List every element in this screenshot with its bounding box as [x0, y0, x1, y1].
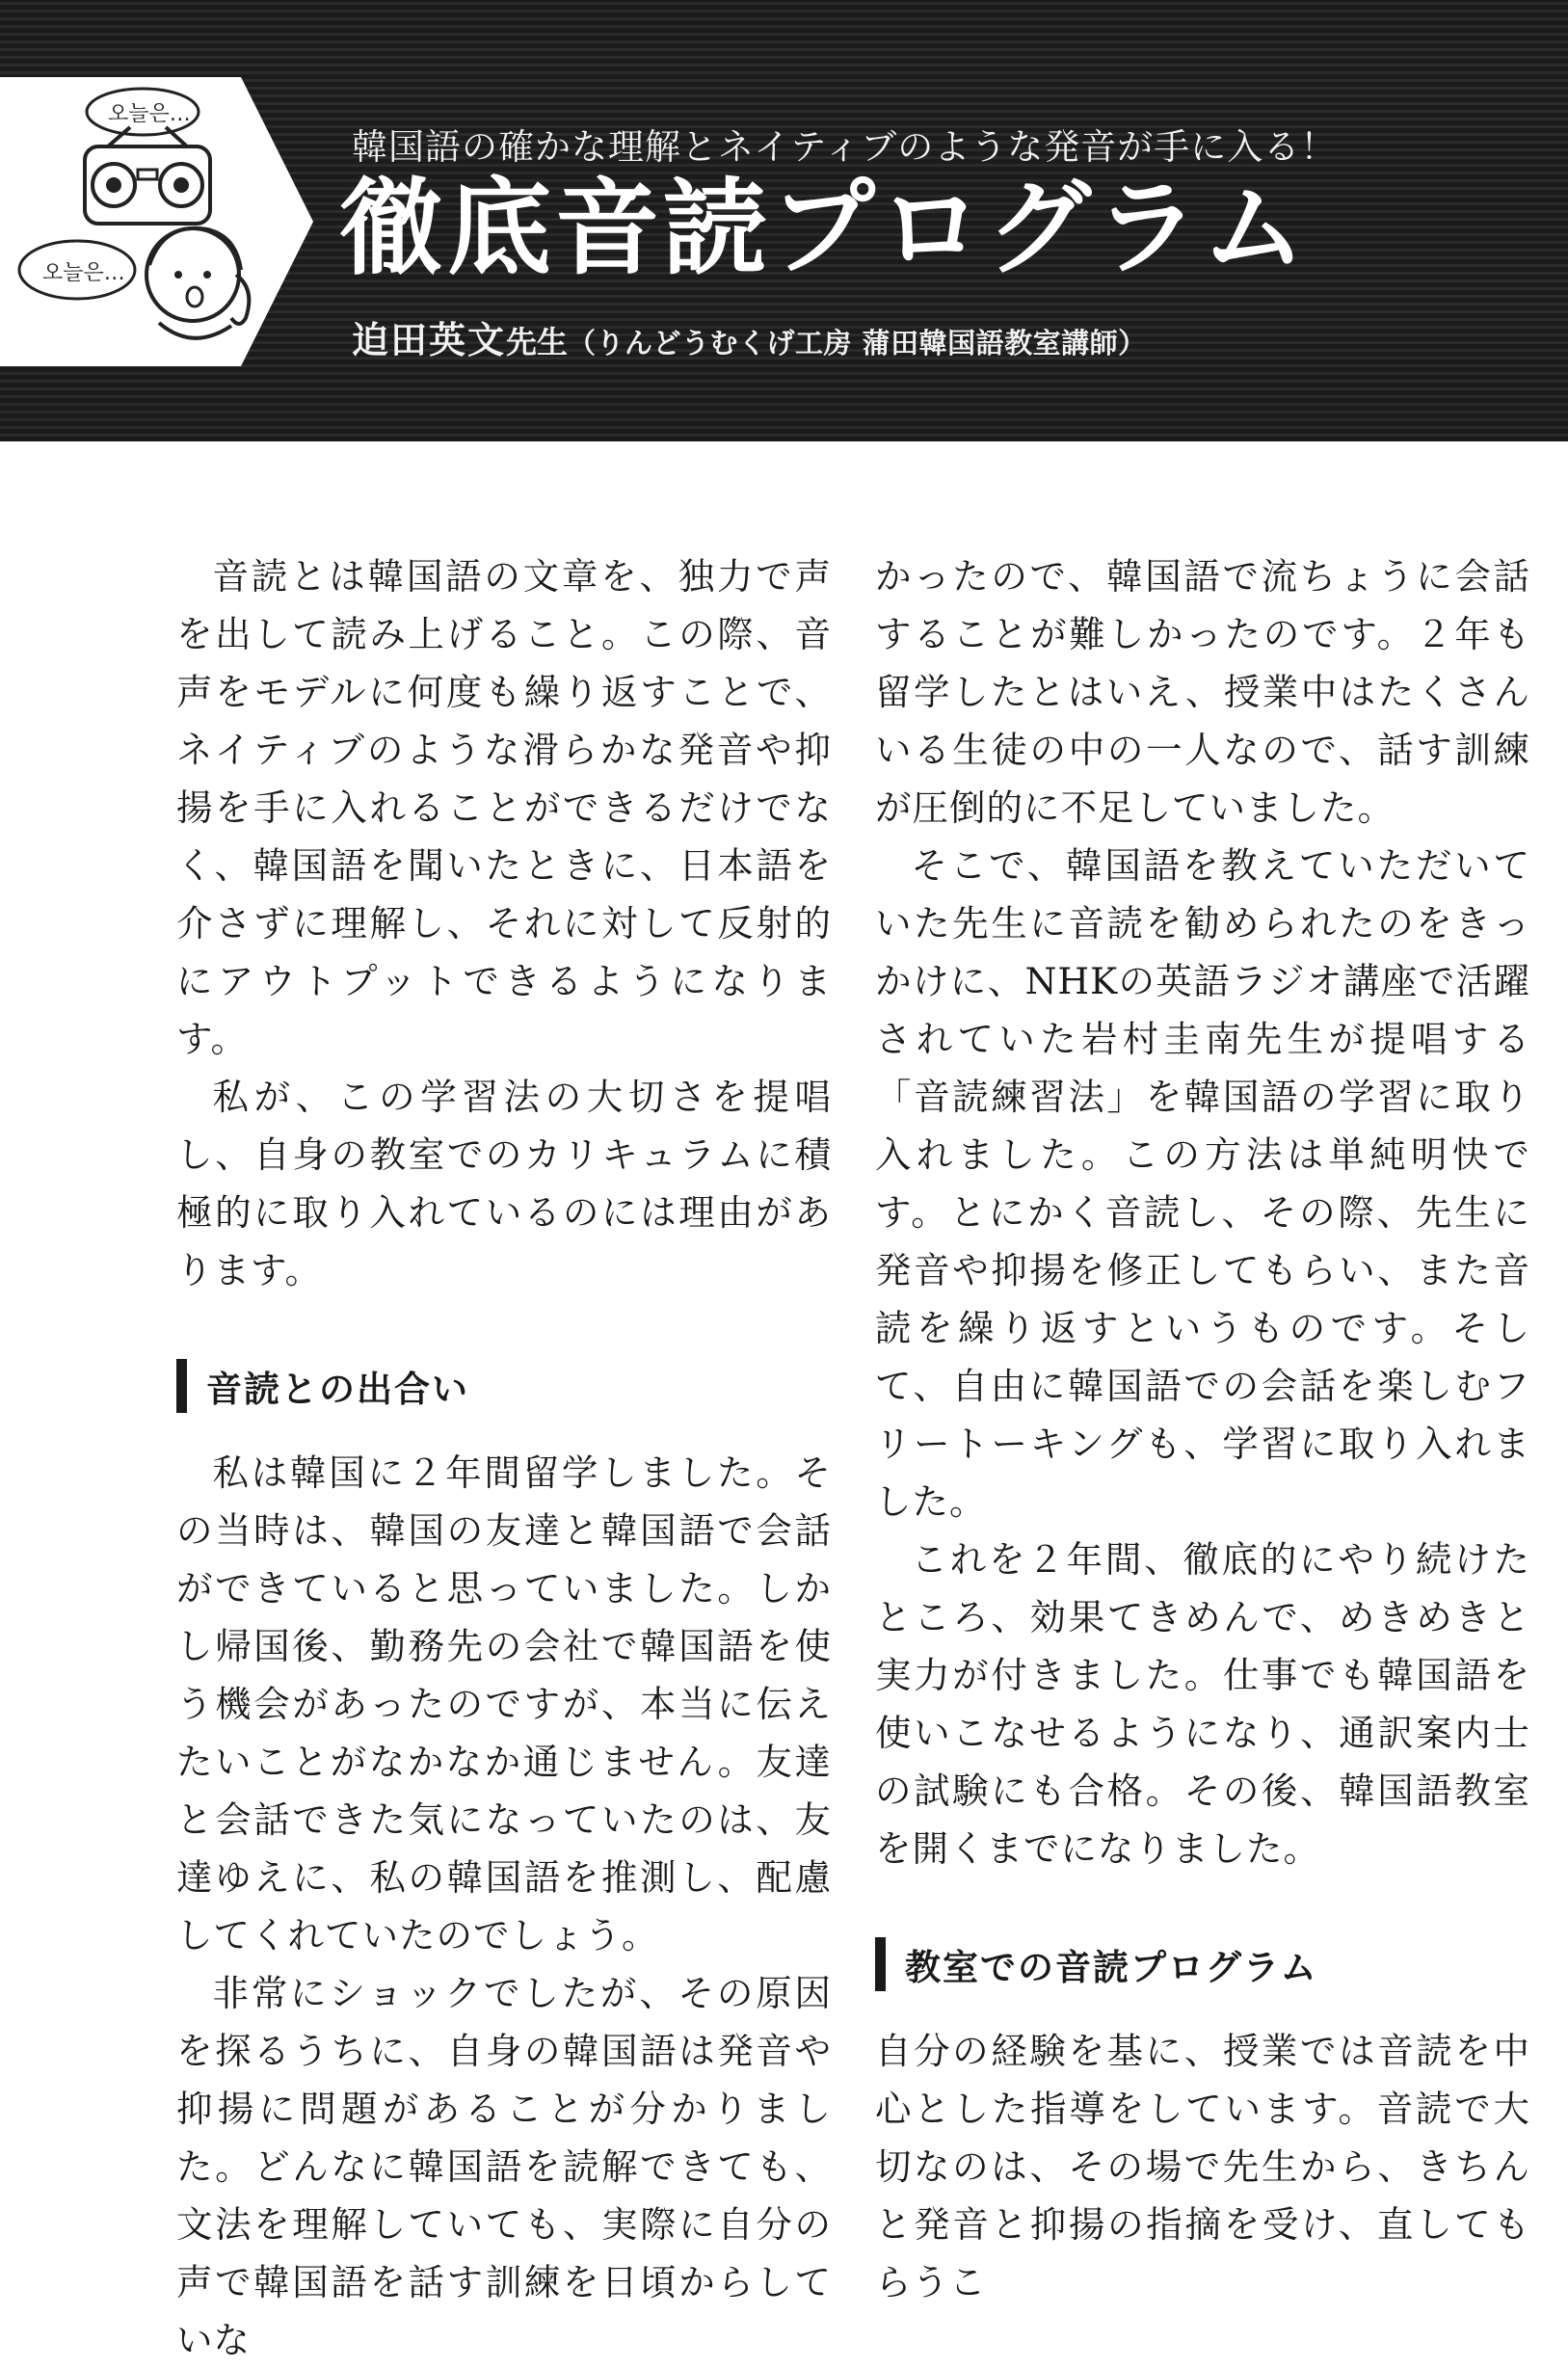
page-title: 徹底音読プログラム: [339, 168, 1310, 289]
bubble-text-top: 오늘은…: [108, 102, 191, 126]
author-affiliation: （りんどうむくげ工房 蒲田韓国語教室講師）: [568, 327, 1147, 359]
body-paragraph: 自分の経験を基に、授業では音読を中心とした指導をしています。音読で大切なのは、その場で先生から、きちんと発音と抑揚の指摘を受け、直してもらうこ: [875, 2030, 1530, 2303]
section-heading: [176, 1357, 832, 1415]
author-honorific: 先生: [506, 324, 569, 360]
heading-bar: [875, 1937, 886, 1991]
body-paragraph: かったので、韓国語で流ちょうに会話することが難しかったのです。２年も留学したとはいえ、授業中はたくさんいる生徒の中の一人なので、話す訓練が圧倒的に不足していました。: [875, 555, 1530, 829]
right-column: [875, 547, 1530, 2311]
body-paragraph: 音読とは韓国語の文章を、独力で声を出して読み上げること。この際、音声をモデルに何度も繰り返すことで、ネイティブのような滑らかな発音や抑揚を手に入れることができるだけでなく、韓国語を聞いたときに、日本語を介さずに理解し、それに対して反射的にアウトプットできるようになります。: [176, 555, 832, 1060]
author-name: 迫田英文: [352, 319, 507, 361]
author-line: [352, 310, 1528, 363]
body-paragraph: これを２年間、徹底的にやり続けたところ、効果てきめんで、めきめきと実力が付きました。仕事でも韓国語を使いこなせるようになり、通訳案内士の試験にも合格。その後、韓国語教室を開くまでになりました。: [875, 1538, 1530, 1870]
header-subtitle: 韓国語の確かな理解とネイティブのような発音が手に入る！: [352, 126, 1338, 168]
body-paragraph: 非常にショックでしたが、その原因を探るうちに、自身の韓国語は発音や抑揚に問題があることが分かりました。どんなに韓国語を読解できても、文法を理解していても、実際に自分の声で韓国語を話す訓練を日頃からしていな: [176, 1972, 832, 2361]
body-paragraph: 私が、この学習法の大切さを提唱し、自身の教室でのカリキュラムに積極的に取り入れているのには理由があります。: [176, 1076, 832, 1291]
left-column: [176, 547, 832, 2369]
radio-and-girl-illustration-icon: [0, 77, 318, 366]
body-paragraph: 私は韓国に２年間留学しました。その当時は、韓国の友達と韓国語で会話ができていると思っていました。しかし帰国後、勤務先の会社で韓国語を使う機会があったのですが、本当に伝えたいことがなかなか通じません。友達と会話できた気になっていたのは、友達ゆえに、私の韓国語を推測し、配慮してくれていたのでしょう。: [176, 1451, 832, 1956]
article-header: [0, 0, 1568, 441]
bubble-text-left: 오늘은…: [42, 261, 125, 285]
section-heading: [875, 1935, 1530, 1993]
body-paragraph: そこで、韓国語を教えていただいていた先生に音読を勧められたのをきっかけに、NHKの英語ラジオ講座で活躍されていた岩村圭南先生が提唱する「音読練習法」を韓国語の学習に取り入れました。この方法は単純明快です。とにかく音読し、その際、先生に発音や抑揚を修正してもらい、また音読を繰り返すというものです。そして、自由に韓国語での会話を楽しむフリートーキングも、学習に取り入れました。: [875, 844, 1530, 1523]
section-heading-text: 音読との出合い: [206, 1369, 469, 1410]
heading-bar: [176, 1359, 187, 1413]
section-heading-text: 教室での音読プログラム: [905, 1947, 1318, 1988]
